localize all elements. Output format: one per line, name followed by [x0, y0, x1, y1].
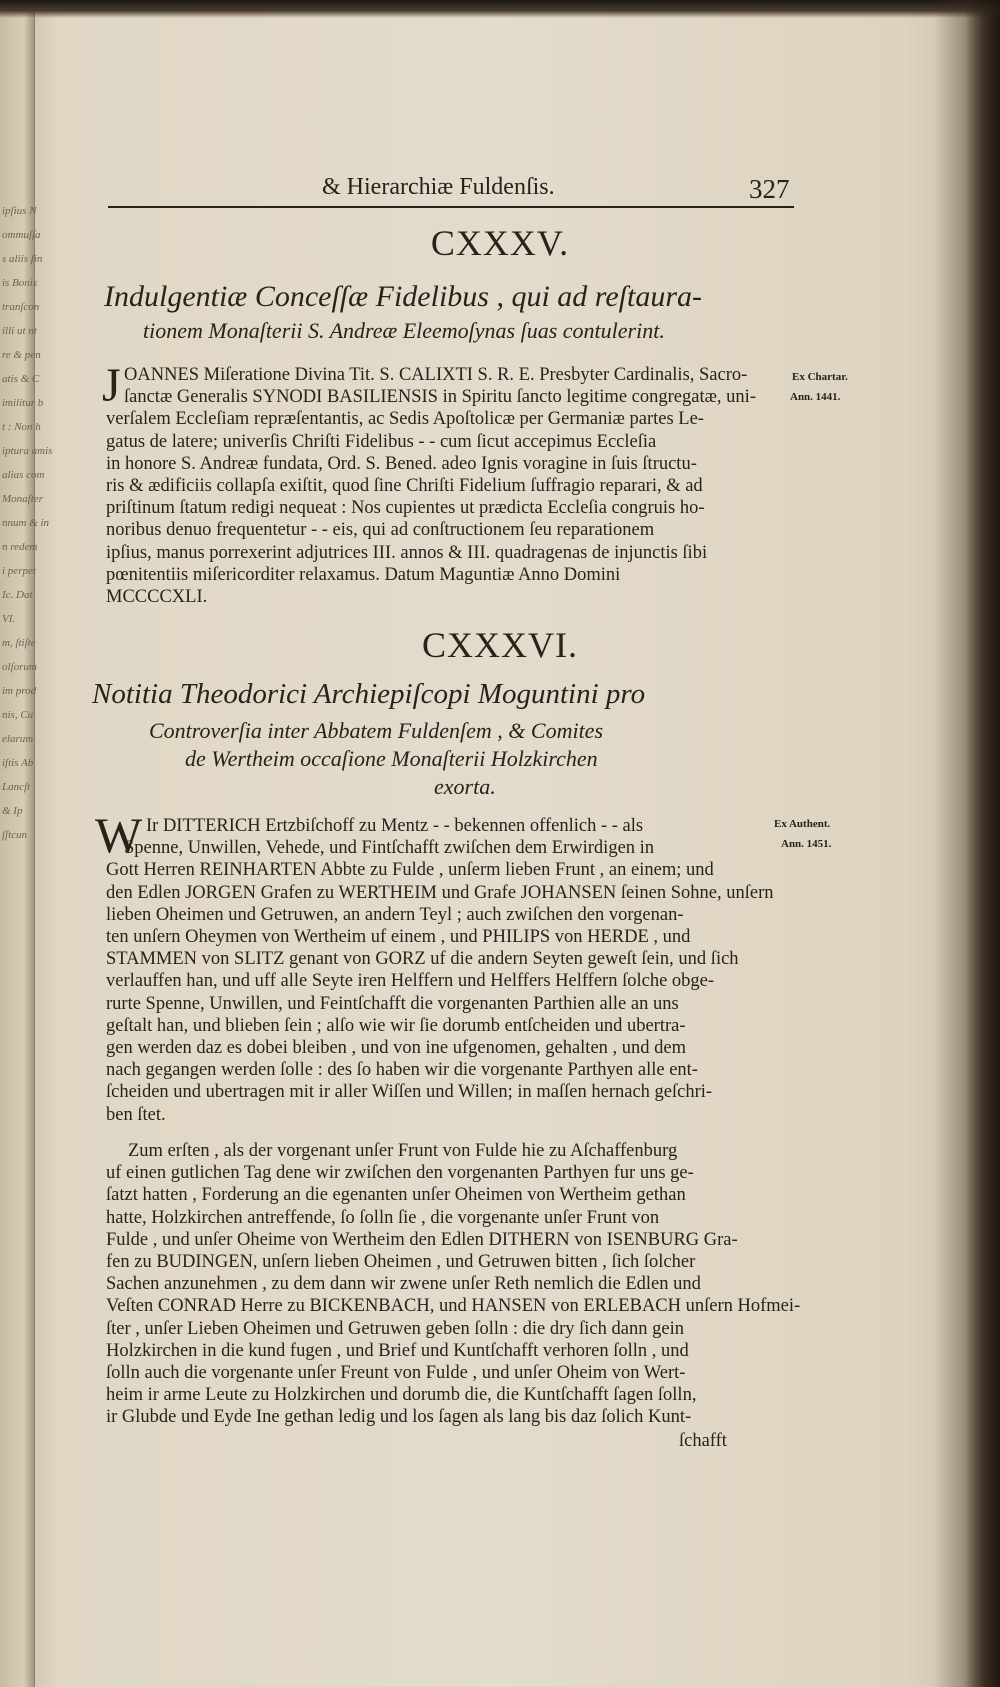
text-line: ipſius, manus porrexerint adjutrices III. annos & III. quadragenas de injunctis ſibi: [106, 542, 708, 563]
gutter-text-fragment: ſſtcun: [2, 829, 28, 841]
page-edge-shadow: [934, 0, 1000, 1687]
gutter-text-fragment: atis & C: [2, 373, 40, 385]
gutter-text-fragment: t : Non h: [2, 421, 41, 433]
text-line: Holzkirchen in die kund fugen , und Brief und Kuntſchafft verhoren ſolln , und: [106, 1340, 689, 1361]
text-line: heim ir arme Leute zu Holzkirchen und dorumb die, die Kuntſchafft ſagen ſolln,: [106, 1385, 697, 1406]
text-line: Spenne, Unwillen, Vehede, und Fintſchafft zwiſchen dem Erwirdigen in: [124, 838, 655, 859]
text-line: noribus denuo frequentetur - - eis, qui ad conſtructionem ſeu reparationem: [106, 520, 655, 541]
gutter-text-fragment: n redem: [2, 541, 38, 553]
section-number-cxxxv: CXXXV.: [430, 223, 570, 263]
text-line: gen werden daz es dobei bleiben , und von ine ufgenomen, gehalten , und dem: [106, 1038, 687, 1058]
gutter-text-fragment: iſtis Ab: [2, 757, 34, 769]
text-line: ſanctæ Generalis SYNODI BASILIENSIS in Spiritu ſancto legitime congregatæ, uni-: [124, 387, 756, 408]
section-1-margin-note-year: Ann. 1441.: [790, 391, 841, 403]
section-1-initial: J: [102, 359, 121, 412]
catchword: ſchafft: [679, 1431, 727, 1451]
text-line: nach gegangen werden ſolle : des ſo haben wir die vorgenante Parthyen alle ent-: [106, 1060, 698, 1081]
page-number: 327: [749, 174, 790, 204]
section-2-margin-note-source: Ex Authent.: [774, 818, 831, 830]
text-line: Sachen anzunehmen , zu dem dann wir zwene unſer Reth nemlich die Edlen und: [106, 1274, 701, 1295]
gutter-text-fragment: illi ut nt: [2, 325, 37, 337]
gutter-text-fragment: olſorum: [2, 661, 37, 673]
gutter-text-fragment: m, ſtiſte: [2, 637, 36, 649]
gutter-text-fragment: nnum & in: [2, 517, 50, 529]
section-2-initial: W: [95, 807, 143, 863]
text-line: ſcheiden und ubertragen mit ir aller Wiſſen und Willen; in maſſen hernach geſchri-: [106, 1082, 713, 1103]
text-line: uf einen gutlichen Tag dene wir zwiſchen den vorgenanten Parthyen fur uns ge-: [106, 1163, 694, 1184]
gutter-text-fragment: iptura amis: [2, 445, 53, 457]
gutter-text-fragment: Lancſt: [2, 781, 31, 793]
section-1-margin-note-source: Ex Chartar.: [792, 371, 848, 383]
text-line: verſalem Eccleſiam repræſentantis, ac Sedis Apoſtolicæ per Germaniæ partes Le-: [106, 409, 704, 430]
text-line: STAMMEN von SLITZ genant von GORZ uf die andern Seyten geweſt ſein, und ſich: [106, 949, 739, 970]
gutter-text-fragment: Monaſter: [2, 493, 43, 505]
running-title: & Hierarchiæ Fuldenſis.: [322, 174, 555, 200]
gutter-text-fragment: ipſius N: [2, 205, 37, 217]
section-number-cxxxvi: CXXXVI.: [422, 625, 578, 665]
gutter-text-fragment: & Ip: [2, 805, 23, 817]
gutter-text-fragment: nis, Cu: [2, 709, 34, 721]
section-2-title-line-2: Controverſia inter Abbatem Fuldenſem , & Comites: [149, 718, 604, 743]
text-line: MCCCCXLI.: [106, 587, 208, 607]
gutter-text-fragment: ommuſſa: [2, 229, 41, 241]
text-line: Ir DITTERICH Ertzbiſchoff zu Mentz - - bekennen offenlich - - als: [146, 816, 644, 836]
gutter-text-fragment: re & pen: [2, 349, 41, 361]
text-line: Veſten CONRAD Herre zu BICKENBACH, und HANSEN von ERLEBACH unſern Hofmei-: [106, 1296, 801, 1317]
text-line: Zum erſten , als der vorgenant unſer Frunt von Fulde hie zu Aſchaffenburg: [128, 1141, 678, 1161]
text-line: ten unſern Oheymen von Wertheim uf einem , und PHILIPS von HERDE , und: [106, 927, 691, 947]
text-line: rurte Spenne, Unwillen, und Feintſchafft die vorgenanten Parthien alle an uns: [106, 993, 679, 1014]
text-line: ris & ædificiis collapſa exiſtit, quod ſine Chriſti Fidelium ſuffragio reparari, & ad: [106, 476, 703, 496]
gutter-text-fragment: alias com: [2, 469, 45, 481]
text-line: OANNES Miſeratione Divina Tit. S. CALIXTI S. R. E. Presbyter Cardinalis, Sacro-: [124, 365, 748, 385]
section-2-title-line-1: Notitia Theodorici Archiepiſcopi Moguntini pro: [92, 678, 646, 710]
section-1-title-line-1: Indulgentiæ Conceſſæ Fidelibus , qui ad reſtaura-: [104, 280, 703, 313]
text-line: ſatzt hatten , Forderung an die egenanten unſer Oheimen von Wertheim gethan: [106, 1185, 686, 1206]
section-1-title-line-2: tionem Monaſterii S. Andreæ Eleemoſynas ſuas contulerint.: [143, 318, 665, 343]
text-line: gatus de latere; univerſis Chriſti Fidelibus - - cum ſicut accepimus Eccleſia: [106, 431, 657, 452]
gutter-text-fragment: VI.: [2, 613, 16, 625]
text-line: verlauffen han, und uff alle Seyte iren Helffern und Helffers Helffern ſolche obge-: [106, 971, 715, 992]
text-line: Gott Herren REINHARTEN Abbte zu Fulde , unſerm lieben Frunt , an einem; und: [106, 860, 714, 881]
gutter-text-fragment: s aliis ſin: [2, 253, 43, 265]
text-line: lieben Oheimen und Getruwen, an andern Teyl ; auch zwiſchen den vorgenan-: [106, 904, 684, 925]
gutter-text-fragment: imilitur b: [2, 397, 44, 409]
section-2-title-line-4: exorta.: [434, 774, 496, 799]
text-line: geſtalt han, und blieben ſein ; alſo wie wir ſie dorumb entſcheiden und ubertra-: [106, 1015, 686, 1036]
text-line: ſolln auch die vorgenante unſer Freunt von Fulde , und unſer Oheim von Wert-: [106, 1363, 686, 1383]
text-line: Fulde , und unſer Oheime von Wertheim den Edlen DITHERN von ISENBURG Gra-: [106, 1229, 738, 1250]
text-line: in honore S. Andreæ fundata, Ord. S. Bened. adeo Ignis voragine in ſuis ſtructu-: [106, 453, 697, 474]
page-top-shadow: [0, 0, 1000, 18]
text-line: ir Glubde und Eyde Ine gethan ledig und los ſagen als lang bis daz ſolich Kunt-: [106, 1407, 692, 1428]
text-line: hatte, Holzkirchen antreffende, ſo ſolln ſie , die vorgenante unſer Frunt von: [106, 1207, 660, 1228]
text-line: pœnitentiis miſericorditer relaxamus. Datum Maguntiæ Anno Domini: [106, 564, 621, 585]
text-line: ben ſtet.: [106, 1104, 166, 1125]
text-line: ſter , unſer Lieben Oheimen und Getruwen geben ſolln : die dry ſich dann gein: [106, 1318, 684, 1339]
section-2-title-line-3: de Wertheim occaſione Monaſterii Holzkirchen: [185, 746, 598, 771]
text-line: priſtinum ſtatum redigi nequeat : Nos cupientes ut prædicta Eccleſia congruis ho-: [106, 498, 705, 519]
gutter-text-fragment: Ic. Dat: [2, 589, 33, 601]
gutter-text-fragment: i perpet: [2, 565, 36, 577]
header-rule: [108, 206, 794, 208]
text-line: den Edlen JORGEN Grafen zu WERTHEIM und Grafe JOHANSEN ſeinen Sohne, unſern: [106, 882, 774, 903]
section-2-margin-note-year: Ann. 1451.: [781, 838, 832, 850]
gutter-text-fragment: tranſcon: [2, 301, 40, 313]
gutter-text-fragment: elarum: [2, 733, 34, 745]
gutter-text-fragment: is Bonis: [2, 277, 38, 289]
text-line: fen zu BUDINGEN, unſern lieben Oheimen , und Getruwen bitten , ſich ſolcher: [106, 1252, 696, 1272]
gutter-text-fragment: im prod: [2, 685, 37, 697]
